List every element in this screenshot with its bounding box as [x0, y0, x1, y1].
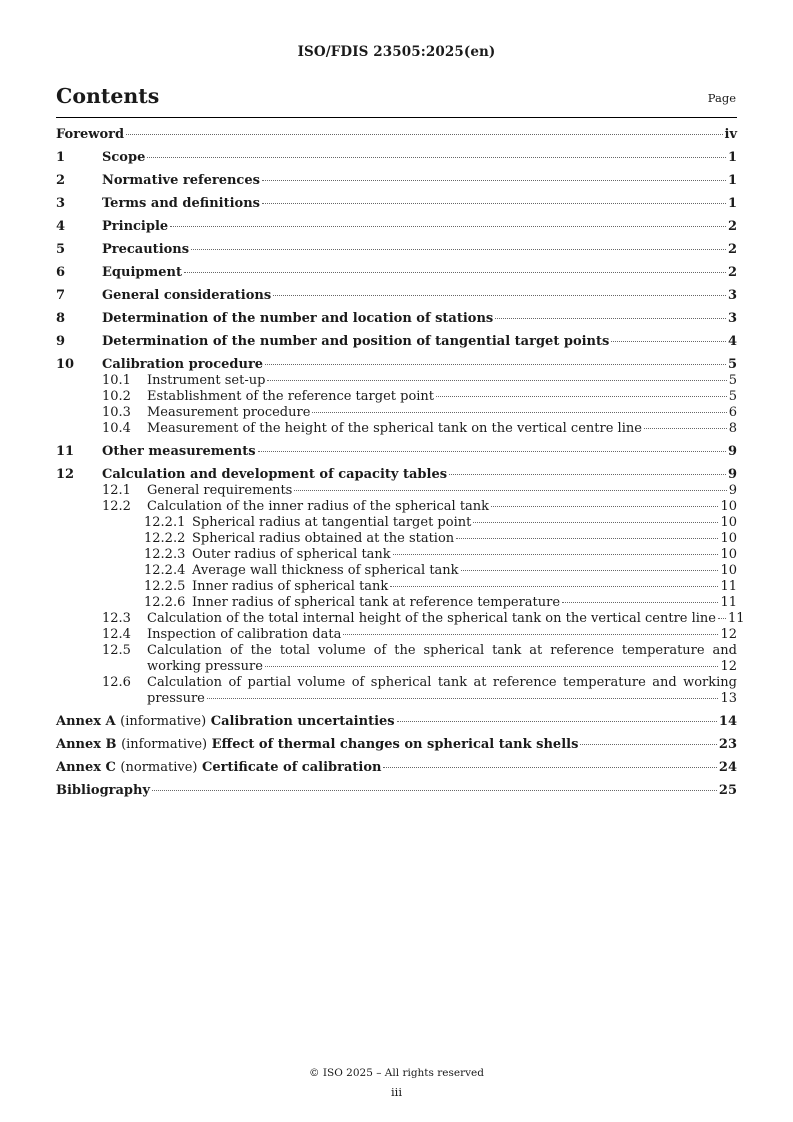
toc-number: 7 — [56, 288, 66, 303]
toc-title: General requirements — [147, 483, 293, 498]
toc-page: 3 — [727, 288, 737, 303]
toc-entry-6[interactable] — [56, 265, 737, 281]
toc-entry-12-6[interactable] — [56, 675, 737, 707]
dot-leader — [456, 538, 718, 539]
dot-leader — [265, 666, 719, 667]
dot-leader — [184, 272, 726, 273]
toc-title: Calculation and development of capacity tables — [102, 467, 448, 482]
toc-entry-10-3[interactable] — [56, 405, 737, 421]
toc-title: Calculation of the total internal height of the spherical tank on the vertical centre line — [147, 611, 716, 626]
toc-number: 2 — [56, 173, 66, 188]
toc-number: 12 — [56, 467, 75, 482]
dot-leader — [491, 506, 718, 507]
toc-number: 5 — [56, 242, 66, 257]
toc-title: Calibration procedure — [102, 357, 264, 372]
toc-title: Precautions — [102, 242, 190, 257]
toc-page: 9 — [727, 467, 737, 482]
dot-leader — [436, 396, 727, 397]
toc-title: Equipment — [102, 265, 182, 280]
toc-page: 9 — [727, 444, 737, 459]
dot-leader — [147, 157, 726, 158]
toc-number: 8 — [56, 311, 66, 326]
dot-leader — [644, 428, 727, 429]
toc-title: Normative references — [102, 173, 260, 188]
toc-number: 12.2.2 — [144, 531, 186, 546]
toc-title: Determination of the number and position of tangential target points — [102, 334, 610, 349]
toc-title: Inner radius of spherical tank at reference temperature — [192, 595, 561, 610]
toc-title: Scope — [102, 150, 146, 165]
toc-entry-12-2[interactable] — [56, 499, 737, 515]
toc-page: iv — [724, 127, 737, 142]
toc-title: Calculation of the inner radius of the spherical tank — [147, 499, 490, 514]
toc-page: 11 — [728, 611, 745, 626]
toc-title: Measurement procedure — [147, 405, 311, 420]
table-of-contents — [56, 127, 745, 799]
toc-page: 10 — [720, 515, 737, 530]
dot-leader — [265, 364, 726, 365]
toc-number: 10.4 — [102, 421, 131, 436]
dot-leader — [449, 474, 726, 475]
page-number: iii — [390, 1085, 403, 1099]
toc-number: 12.2.5 — [144, 579, 186, 594]
toc-title: Outer radius of spherical tank — [192, 547, 391, 562]
dot-leader — [495, 318, 726, 319]
toc-number: 12.2.1 — [144, 515, 186, 530]
toc-number: 11 — [56, 444, 75, 459]
toc-title: Inspection of calibration data — [147, 627, 342, 642]
toc-page: 14 — [718, 714, 737, 729]
toc-number: 3 — [56, 196, 66, 211]
toc-number: 12.6 — [102, 675, 131, 690]
toc-title: Calibration uncertainties — [210, 714, 395, 729]
dot-leader — [562, 602, 718, 603]
toc-page: 2 — [727, 219, 737, 234]
toc-title: Foreword — [56, 127, 125, 142]
toc-title: Instrument set-up — [147, 373, 266, 388]
toc-page: 1 — [727, 173, 737, 188]
annex-type: (informative) — [120, 714, 207, 729]
toc-entry-12-4[interactable] — [56, 627, 737, 643]
toc-page: 10 — [720, 531, 737, 546]
copyright-notice: © ISO 2025 – All rights reserved — [309, 1067, 484, 1079]
toc-page: 13 — [720, 691, 737, 706]
toc-number: 12.2.6 — [144, 595, 186, 610]
toc-entry-12-1[interactable] — [56, 483, 737, 499]
toc-page: 2 — [727, 265, 737, 280]
toc-entry-2[interactable] — [56, 173, 737, 189]
toc-page: 23 — [718, 737, 737, 752]
header-rule — [56, 117, 737, 118]
toc-title-line-1: Calculation of the total volume of the spherical tank at reference temperature and — [147, 643, 737, 658]
toc-title: Establishment of the reference target point — [147, 389, 435, 404]
toc-entry-12-2-5[interactable] — [56, 579, 737, 595]
dot-leader — [191, 249, 726, 250]
toc-entry-10-2[interactable] — [56, 389, 737, 405]
dot-leader — [473, 522, 718, 523]
toc-entry-12-2-6[interactable] — [56, 595, 737, 611]
dot-leader — [126, 134, 722, 135]
toc-title: Spherical radius at tangential target point — [192, 515, 472, 530]
toc-title: Spherical radius obtained at the station — [192, 531, 455, 546]
toc-entry-bibliography[interactable] — [56, 783, 737, 799]
toc-number: 10.2 — [102, 389, 131, 404]
toc-number: 10.1 — [102, 373, 131, 388]
toc-entry-annex-c[interactable] — [56, 760, 737, 776]
toc-number: 12.3 — [102, 611, 131, 626]
dot-leader — [294, 490, 726, 491]
toc-number: 10 — [56, 357, 75, 372]
toc-title: General considerations — [102, 288, 272, 303]
toc-title-line-2: working pressure — [147, 659, 263, 674]
document-id: ISO/FDIS 23505:2025(en) — [297, 44, 496, 60]
toc-entry-12-2-3[interactable] — [56, 547, 737, 563]
toc-number: 9 — [56, 334, 66, 349]
annex-label: Annex C — [56, 760, 116, 775]
toc-number: 12.2.3 — [144, 547, 186, 562]
toc-entry-12-2-4[interactable] — [56, 563, 737, 579]
toc-title: Inner radius of spherical tank — [192, 579, 389, 594]
toc-number: 12.1 — [102, 483, 131, 498]
toc-title: Terms and definitions — [102, 196, 260, 211]
dot-leader — [383, 767, 716, 768]
toc-number: 4 — [56, 219, 66, 234]
toc-page: 12 — [720, 627, 737, 642]
toc-entry-3[interactable] — [56, 196, 737, 212]
toc-entry-4[interactable] — [56, 219, 737, 235]
dot-leader — [262, 180, 726, 181]
toc-entry-7[interactable] — [56, 288, 737, 304]
toc-page: 1 — [727, 196, 737, 211]
toc-entry-12[interactable] — [56, 467, 737, 483]
dot-leader — [461, 570, 719, 571]
annex-type: (informative) — [121, 737, 208, 752]
toc-page: 24 — [718, 760, 737, 775]
toc-entry-12-5[interactable] — [56, 643, 737, 675]
toc-page: 10 — [720, 499, 737, 514]
dot-leader — [207, 698, 719, 699]
toc-number: 12.4 — [102, 627, 131, 642]
dot-leader — [611, 341, 726, 342]
dot-leader — [393, 554, 719, 555]
dot-leader — [273, 295, 726, 296]
toc-entry-5[interactable] — [56, 242, 737, 258]
dot-leader — [397, 721, 717, 722]
toc-page: 11 — [720, 595, 737, 610]
toc-entry-annex-a[interactable] — [56, 714, 737, 730]
toc-entry-11[interactable] — [56, 444, 737, 460]
toc-page: 5 — [728, 389, 737, 404]
toc-entry-9[interactable] — [56, 334, 737, 350]
toc-page: 12 — [720, 659, 737, 674]
toc-page: 8 — [728, 421, 737, 436]
toc-entry-annex-b[interactable] — [56, 737, 737, 753]
toc-entry-12-2-1[interactable] — [56, 515, 737, 531]
dot-leader — [718, 618, 726, 619]
dot-leader — [312, 412, 726, 413]
dot-leader — [343, 634, 718, 635]
dot-leader — [267, 380, 726, 381]
toc-number: 12.5 — [102, 643, 131, 658]
toc-page: 10 — [720, 547, 737, 562]
toc-number: 10.3 — [102, 405, 131, 420]
page-column-label: Page — [707, 91, 736, 105]
toc-number: 12.2 — [102, 499, 131, 514]
toc-title-line-1: Calculation of partial volume of spherical tank at reference temperature and working — [147, 675, 737, 690]
toc-number: 1 — [56, 150, 66, 165]
toc-entry-12-3[interactable] — [56, 611, 745, 627]
dot-leader — [262, 203, 726, 204]
toc-entry-10-1[interactable] — [56, 373, 737, 389]
toc-page: 25 — [718, 783, 737, 798]
toc-entry-1[interactable] — [56, 150, 737, 166]
toc-page: 3 — [727, 311, 737, 326]
toc-title: Principle — [102, 219, 169, 234]
toc-entry-8[interactable] — [56, 311, 737, 327]
toc-title: Effect of thermal changes on spherical tank shells — [211, 737, 579, 752]
toc-title: Certificate of calibration — [202, 760, 382, 775]
toc-title: Bibliography — [56, 783, 151, 798]
toc-title: Determination of the number and location of stations — [102, 311, 494, 326]
toc-page: 2 — [727, 242, 737, 257]
toc-title: Average wall thickness of spherical tank — [192, 563, 459, 578]
toc-page: 6 — [728, 405, 737, 420]
annex-label: Annex B — [56, 737, 117, 752]
toc-number: 6 — [56, 265, 66, 280]
dot-leader — [152, 790, 717, 791]
dot-leader — [390, 586, 718, 587]
toc-page: 4 — [727, 334, 737, 349]
contents-title: Contents — [56, 84, 160, 108]
toc-page: 1 — [727, 150, 737, 165]
annex-label: Annex A — [56, 714, 116, 729]
toc-number: 12.2.4 — [144, 563, 186, 578]
toc-title: Measurement of the height of the spherical tank on the vertical centre line — [147, 421, 642, 436]
toc-entry-foreword[interactable] — [56, 127, 737, 143]
toc-page: 11 — [720, 579, 737, 594]
toc-page: 5 — [727, 357, 737, 372]
dot-leader — [580, 744, 717, 745]
toc-page: 10 — [720, 563, 737, 578]
annex-type: (normative) — [120, 760, 198, 775]
dot-leader — [258, 451, 726, 452]
toc-title: Other measurements — [102, 444, 256, 459]
toc-entry-10-4[interactable] — [56, 421, 737, 437]
toc-page: 5 — [728, 373, 737, 388]
dot-leader — [170, 226, 726, 227]
toc-title-line-2: pressure — [147, 691, 205, 706]
toc-entry-10[interactable] — [56, 357, 737, 373]
toc-entry-12-2-2[interactable] — [56, 531, 737, 547]
toc-page: 9 — [728, 483, 737, 498]
